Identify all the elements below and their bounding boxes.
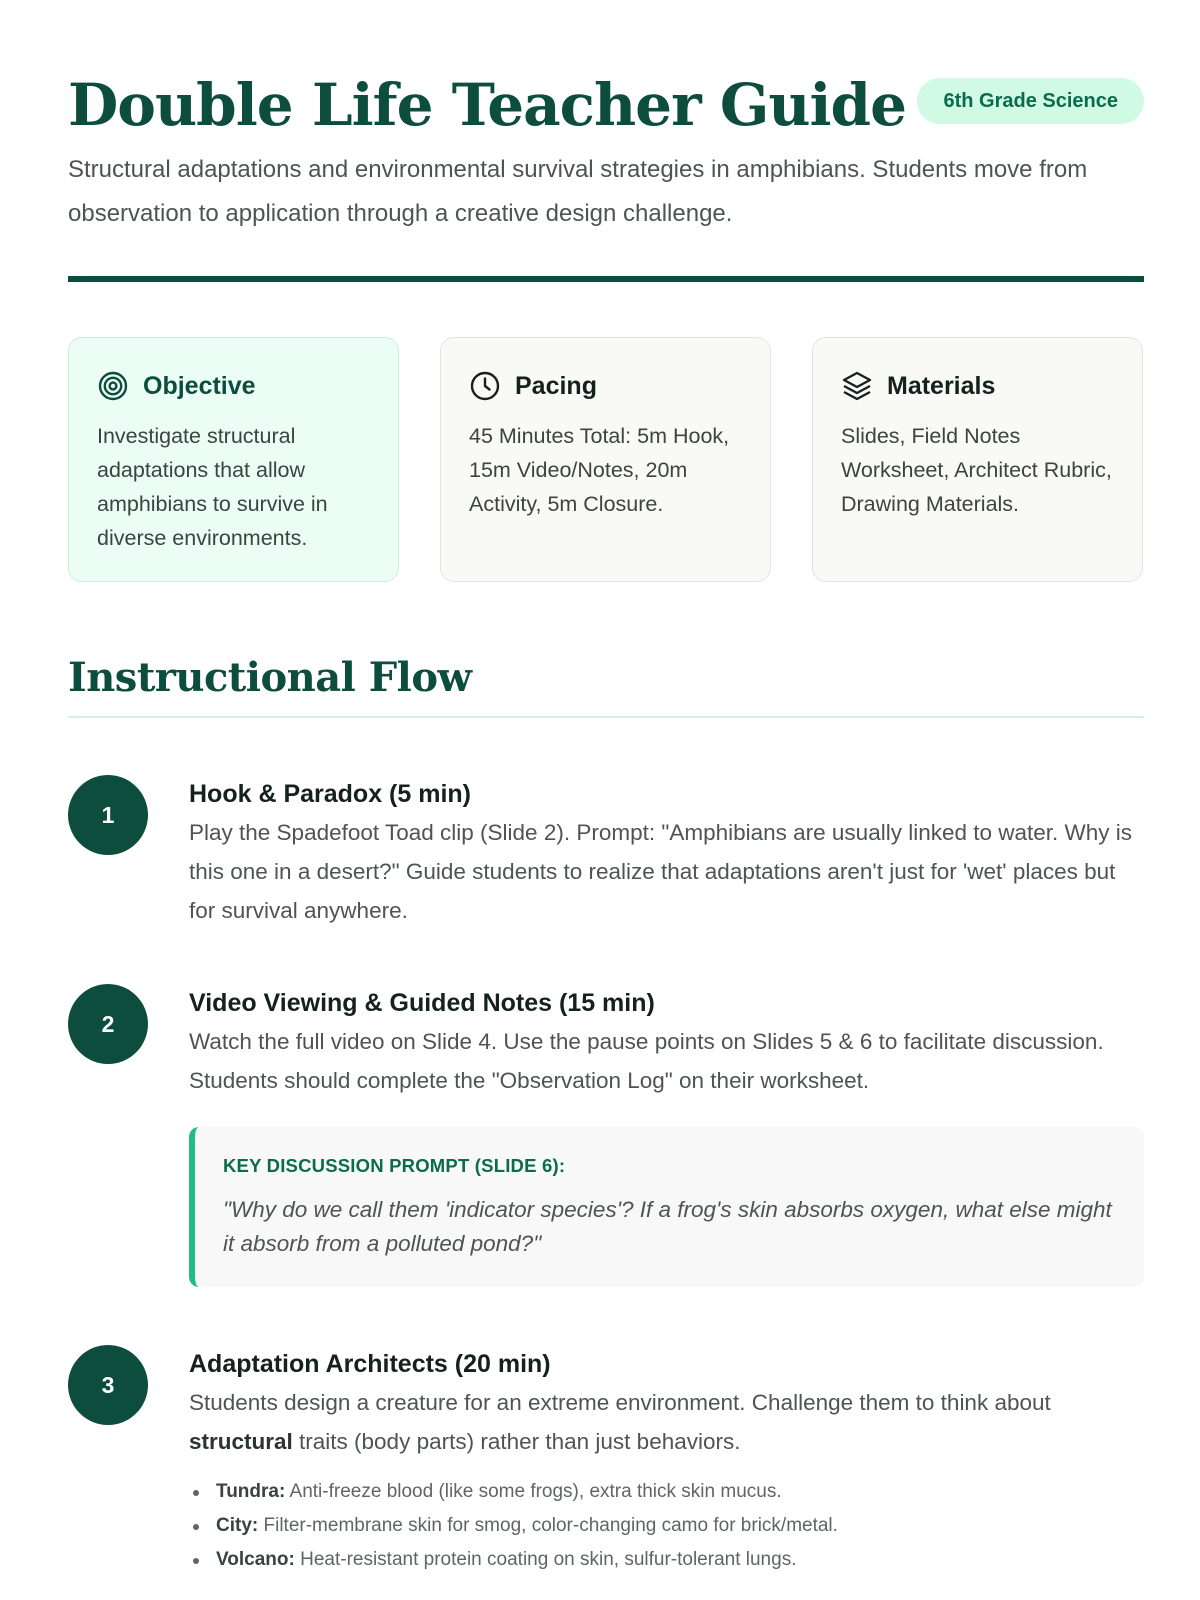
list-item	[193, 1475, 1144, 1509]
discussion-prompt-callout	[189, 1127, 1144, 1287]
step-number-badge: 3	[68, 1345, 148, 1425]
environment-examples-list	[193, 1475, 1144, 1577]
layers-icon	[841, 370, 873, 402]
step-description	[189, 1383, 1144, 1461]
materials-card-title: Materials	[887, 371, 996, 400]
step-description: Play the Spadefoot Toad clip (Slide 2). Prompt: "Amphibians are usually linked to water. Why is this one in a desert?" Guide students to realize that adaptations aren't just for 'wet' places but for survival anywhere.	[189, 820, 1133, 923]
materials-card-body: Slides, Field Notes Worksheet, Architect Rubric, Drawing Materials.	[841, 424, 1112, 516]
step-title: Hook & Paradox (5 min)	[189, 780, 471, 808]
section-divider	[68, 716, 1144, 718]
clock-icon	[469, 370, 501, 402]
step-description: Watch the full video on Slide 4. Use the pause points on Slides 5 & 6 to facilitate discussion. Students should complete the "Observation Log" on their worksheet.	[189, 1029, 1104, 1093]
objective-card-title: Objective	[143, 371, 256, 400]
list-item-label: Tundra:	[216, 1481, 286, 1502]
objective-card-header	[97, 366, 372, 406]
materials-card	[812, 337, 1143, 582]
objective-card	[68, 337, 399, 582]
page-header	[68, 70, 1144, 140]
step-title: Video Viewing & Guided Notes (15 min)	[189, 989, 655, 1017]
pacing-card-body: 45 Minutes Total: 5m Hook, 15m Video/Notes, 20m Activity, 5m Closure.	[469, 424, 730, 516]
list-item-text: Heat-resistant protein coating on skin, sulfur-tolerant lungs.	[294, 1549, 797, 1570]
step-text-emphasis: structural	[189, 1429, 293, 1454]
target-icon	[97, 370, 129, 402]
page-subtitle: Structural adaptations and environmental survival strategies in amphibians. Students move from observation to application through a creative design challenge.	[68, 156, 1088, 227]
list-item-label: Volcano:	[216, 1549, 295, 1570]
pacing-card-title: Pacing	[515, 371, 597, 400]
pacing-card	[440, 337, 771, 582]
step-number-badge: 2	[68, 984, 148, 1064]
objective-card-body: Investigate structural adaptations that allow amphibians to survive in diverse environments.	[97, 424, 328, 550]
list-item-text: Filter-membrane skin for smog, color-changing camo for brick/metal.	[258, 1515, 838, 1536]
step-title: Adaptation Architects (20 min)	[189, 1350, 551, 1378]
list-item-text: Anti-freeze blood (like some frogs), extra thick skin mucus.	[285, 1481, 782, 1502]
flow-step	[189, 1346, 1144, 1577]
page-title: Double Life Teacher Guide	[68, 71, 907, 139]
header-divider	[68, 276, 1144, 282]
materials-card-header	[841, 366, 1116, 406]
list-item	[193, 1543, 1144, 1577]
list-item	[193, 1509, 1144, 1543]
flow-step	[189, 776, 1144, 930]
discussion-prompt-label: KEY DISCUSSION PROMPT (SLIDE 6):	[223, 1155, 566, 1176]
step-text-after: traits (body parts) rather than just behaviors.	[292, 1429, 741, 1454]
step-text-before: Students design a creature for an extreme environment. Challenge them to think about	[189, 1390, 1051, 1415]
instructional-flow-heading: Instructional Flow	[68, 654, 472, 701]
grade-badge: 6th Grade Science	[917, 78, 1144, 124]
step-number-badge: 1	[68, 775, 148, 855]
flow-step	[189, 985, 1144, 1100]
discussion-prompt-text: "Why do we call them 'indicator species'? If a frog's skin absorbs oxygen, what else might it absorb from a polluted pond?"	[223, 1197, 1112, 1256]
list-item-label: City:	[216, 1515, 259, 1536]
pacing-card-header	[469, 366, 744, 406]
